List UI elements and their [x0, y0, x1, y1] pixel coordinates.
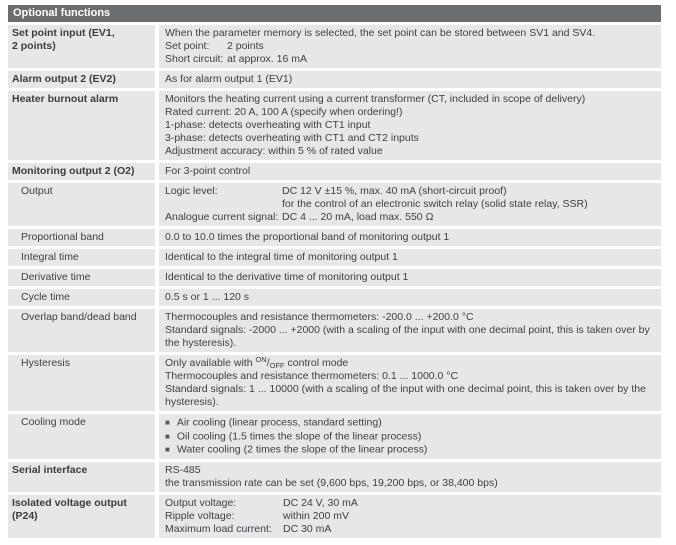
- row-content-overlap-band: [159, 309, 661, 352]
- table-row-cooling-mode: [8, 414, 661, 459]
- content-line: [165, 510, 657, 523]
- row-content-output: [159, 183, 661, 226]
- row-content-proportional-band: [159, 229, 661, 246]
- content-line: Monitors the heating current using a current transformer (CT, included in scope of delivery): [165, 93, 586, 105]
- row-content-hysteresis: [159, 355, 661, 411]
- bullet-square-icon: ■: [165, 418, 170, 427]
- spec-key: Analogue current signal:: [165, 211, 279, 223]
- row-label-heater-burnout-alarm: Heater burnout alarm: [8, 91, 155, 160]
- spec-key: Maximum load current:: [165, 522, 272, 535]
- spec-key: Output voltage:: [165, 496, 237, 509]
- table-row-alarm-output-2: [8, 71, 661, 88]
- table-title: Optional functions: [13, 7, 111, 19]
- content-line: 0.0 to 10.0 times the proportional band of monitoring output 1: [165, 231, 450, 243]
- spec-value: 2 points: [227, 40, 264, 52]
- spec-value: DC 12 V ±15 %, max. 40 mA (short-circuit proof): [282, 185, 507, 197]
- row-label-hysteresis: Hysteresis: [8, 355, 155, 411]
- row-content-derivative-time: [159, 269, 661, 286]
- content-line: Identical to the integral time of monitoring output 1: [165, 251, 398, 263]
- content-line: [165, 497, 657, 510]
- row-label-alarm-output-2: Alarm output 2 (EV2): [8, 71, 155, 88]
- table-row-proportional-band: [8, 229, 661, 246]
- content-line: [165, 523, 657, 536]
- content-line: RS-485: [165, 463, 201, 476]
- content-line: Rated current: 20 A, 100 A (specify when ordering!): [165, 106, 403, 118]
- row-content-heater-burnout-alarm: [159, 91, 661, 160]
- table-row-derivative-time: [8, 269, 661, 286]
- off-subscript: OFF: [269, 361, 285, 370]
- content-line: Adjustment accuracy: within 5 % of rated value: [165, 145, 383, 157]
- content-line: Standard signals: 1 ... 10000 (with a scaling of the input with one decimal point, this is taken over by the hysteresis).: [165, 383, 646, 408]
- content-line: 1-phase: detects overheating with CT1 input: [165, 119, 371, 131]
- content-line-on-off: [165, 357, 657, 370]
- bullet-text: Water cooling (2 times the slope of the linear process): [176, 443, 428, 456]
- content-line: Thermocouples and resistance thermometers: 0.1 ... 1000.0 °C: [165, 370, 459, 382]
- content-line: [165, 40, 657, 53]
- hysteresis-prefix: Only available with: [165, 357, 256, 369]
- spec-key: Logic level:: [165, 185, 218, 197]
- content-line: When the parameter memory is selected, the set point can be stored between SV1 and SV4.: [165, 27, 596, 39]
- table-row-hysteresis: [8, 355, 661, 411]
- row-content-serial-interface: [159, 462, 661, 492]
- row-content-monitoring-output-2: [159, 163, 661, 180]
- bullet-line: [165, 443, 657, 457]
- table-row-output: [8, 183, 661, 226]
- row-label-isolated-voltage-output: [8, 495, 155, 538]
- spec-value: DC 30 mA: [283, 522, 332, 535]
- spec-value: DC 24 V, 30 mA: [283, 496, 358, 509]
- content-line: Identical to the derivative time of monitoring output 1: [165, 271, 409, 283]
- row-label-line: Isolated voltage output: [12, 496, 127, 509]
- row-label-serial-interface: Serial interface: [8, 462, 155, 492]
- row-content-isolated-voltage-output: [159, 495, 661, 538]
- spec-key: Short circuit:: [165, 53, 224, 65]
- optional-functions-table: [8, 5, 661, 541]
- row-label-set-point-input: [8, 25, 155, 68]
- row-content-cycle-time: [159, 289, 661, 306]
- table-row-cycle-time: [8, 289, 661, 306]
- content-line: the transmission rate can be set (9,600 bps, 19,200 bps, or 38,400 bps): [165, 476, 498, 489]
- row-label-cycle-time: Cycle time: [8, 289, 155, 306]
- spec-key: Set point:: [165, 40, 210, 52]
- bullet-line: [165, 430, 657, 444]
- row-label-line: (P24): [12, 509, 38, 522]
- table-row-set-point-input: [8, 25, 661, 68]
- row-label-integral-time: Integral time: [8, 249, 155, 266]
- table-row-serial-interface: [8, 462, 661, 492]
- row-content-set-point-input: [159, 25, 661, 68]
- table-row-monitoring-output-2: [8, 163, 661, 180]
- spec-value: at approx. 16 mA: [227, 53, 307, 65]
- content-line: As for alarm output 1 (EV1): [165, 73, 293, 85]
- table-row-isolated-voltage-output: [8, 495, 661, 538]
- content-line: [165, 211, 657, 224]
- spec-value: within 200 mV: [283, 509, 349, 522]
- content-line: [165, 198, 657, 211]
- bullet-square-icon: ■: [165, 431, 170, 441]
- table-row-integral-time: [8, 249, 661, 266]
- content-line: Standard signals: -2000 ... +2000 (with a scaling of the input with one decimal point, this is taken over by the hysteresis).: [165, 324, 650, 349]
- table-row-heater-burnout-alarm: [8, 91, 661, 160]
- row-label-proportional-band: Proportional band: [8, 229, 155, 246]
- row-label-line: 2 points): [12, 40, 56, 52]
- content-line: For 3-point control: [165, 165, 251, 177]
- on-off-slash: /: [266, 357, 270, 369]
- bullet-text: Air cooling (linear process, standard setting): [176, 416, 382, 429]
- content-line: [165, 53, 657, 66]
- row-label-output: Output: [8, 183, 155, 226]
- spec-value: for the control of an electronic switch relay (solid state relay, SSR): [282, 198, 588, 210]
- bullet-text: Oil cooling (1.5 times the slope of the linear process): [176, 430, 422, 442]
- table-header-bar: [8, 5, 661, 22]
- content-line: Thermocouples and resistance thermometers: -200.0 ... +200.0 °C: [165, 311, 474, 323]
- spec-key: Ripple voltage:: [165, 509, 235, 522]
- hysteresis-suffix: control mode: [284, 357, 349, 369]
- content-line: [165, 185, 657, 198]
- content-line: 3-phase: detects overheating with CT1 and CT2 inputs: [165, 132, 419, 144]
- row-content-integral-time: [159, 249, 661, 266]
- row-label-monitoring-output-2: Monitoring output 2 (O2): [8, 163, 155, 180]
- on-superscript: ON: [255, 355, 267, 364]
- table-row-overlap-band: [8, 309, 661, 352]
- bullet-square-icon: ■: [165, 445, 170, 454]
- bullet-line: [165, 416, 657, 430]
- spec-value: DC 4 ... 20 mA, load max. 550 Ω: [282, 211, 434, 223]
- content-line: 0.5 s or 1 ... 120 s: [165, 291, 250, 303]
- row-label-cooling-mode: Cooling mode: [8, 414, 155, 459]
- row-label-overlap-band: Overlap band/dead band: [8, 309, 155, 352]
- row-label-derivative-time: Derivative time: [8, 269, 155, 286]
- row-content-cooling-mode: [159, 414, 661, 459]
- row-label-line: Set point input (EV1,: [12, 27, 115, 39]
- row-content-alarm-output-2: [159, 71, 661, 88]
